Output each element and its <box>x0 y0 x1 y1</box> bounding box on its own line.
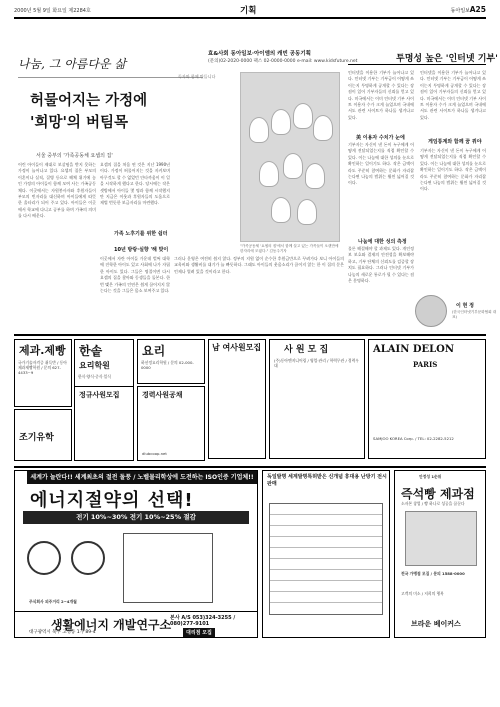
article-body-col3: 이곳에서 자란 아이들 가운데 벌써 대학에 진학한 아이도 있고 사회에 나가 자립한 아이도 있다. 그들은 명절이면 다시 요셉의 집을 찾아와 동생들을 돌본다. 한 번 맺은 가족의 인연은 쉽게 끊어지지 않는다는 것을 그들은 몸소 보여주고 있다. <box>100 256 170 294</box>
badge-icon <box>27 541 61 575</box>
energy-address: 대구광역시 북구 고성동 1가 89-4 <box>29 630 96 635</box>
person-figure <box>293 103 313 129</box>
headline-line-1: 허물어지는 가정에 <box>30 92 148 109</box>
ad-recruit-2[interactable] <box>269 339 365 459</box>
ad-recruit-2-text: (주)동아엔지니어링 / 영업·관리 / 학력무관 / 경력우대 <box>274 358 359 368</box>
ad-career-recruit[interactable] <box>137 386 205 461</box>
bakery-sub: 소자본 창업 / 빵 하나로 성공을 꿈꾼다 <box>401 501 465 506</box>
byline: 서울 중부의 '가족공동체 요셉의 집' <box>36 153 113 159</box>
person-figure <box>305 163 325 189</box>
section-name: 기획 <box>240 6 257 16</box>
ad-bakery-franchise[interactable] <box>394 470 486 638</box>
ad-cooking-text: 한식·양식·중식·일식 <box>78 374 111 379</box>
energy-title: 에너지절약의 선택! <box>30 490 194 511</box>
ad-career-url: dlubcoop.net <box>142 451 167 456</box>
ad-recruit-2-title: 사 원 모 집 <box>284 345 329 355</box>
column-body-col3: 물론 해결해야 할 과제도 있다. 개인정보 보호와 결제의 안전성을 확보해야 하고, 기부 단체의 신뢰도를 검증할 장치도 필요하다. 그러나 인터넷 기부가 나눔의 새로운 통로가 될 수 있다는 점은 분명하다. <box>348 246 414 284</box>
article-subhead-2: 10년 방랑·실향 '해 맞이 <box>114 247 169 253</box>
heater-table <box>269 503 383 615</box>
energy-spec-box <box>123 533 213 603</box>
badge-icon <box>71 541 105 575</box>
article-body-col1: 어린 아이들이 제대로 보살핌을 받지 못하는 가정이 늘어나고 있다. 요셉의 집은 부모의 이혼이나 실직, 질병 등으로 해체 위기에 놓인 가정의 아이들이 함께 모여 사는 가족공동체다. 이곳에서는 자원봉사자와 후원자들이 부모의 빈자리를 대신하며 아이들에게 따뜻한 울타리가 되어 주고 있다. 아이들은 이곳에서 학교에 다니고 공부를 하며 가족의 의미를 다시 배운다. <box>18 162 96 219</box>
bakery-title: 즉석빵 제과점 <box>401 487 475 501</box>
feature-tag: 독자와 함께 만듭니다 <box>178 74 216 79</box>
ad-alain-delon[interactable] <box>368 339 486 459</box>
column-subhead-1: 美 이용자 수치가 눈에 <box>356 135 405 141</box>
person-figure <box>249 117 269 143</box>
person-figure <box>259 161 279 187</box>
ads-mid-rule <box>14 466 486 468</box>
ad-regular-recruit-title: 정규사원모집 <box>79 391 120 399</box>
column-title: 투명성 높은 '인터넷 기부' <box>396 54 498 64</box>
ad-alain-delon-title: ALAIN DELON <box>373 344 455 355</box>
ads-top-rule <box>14 334 486 336</box>
caption-text: "가족공동체 '요셉의 집'에서 함께 살고 있는 가족들이 오랜만에 한자리에 모였다." <box>240 244 339 253</box>
ad-yori-text: 하선정요리학원 / 문의 02-000-0000 <box>141 360 194 370</box>
person-figure <box>297 199 317 225</box>
issue-date: 2000년 5월 9일 화요일 제2284호 <box>14 8 91 14</box>
energy-banner: 세계가 놀란다!! 세계최초의 절전 돌풍 / 노벨물리학상에 도전하는 ISO인증 기업체!! <box>27 471 257 484</box>
energy-footer <box>15 611 257 637</box>
person-figure <box>283 153 303 179</box>
headline <box>30 90 147 134</box>
column-subhead-2: 나눔에 대한 성의 측정 <box>358 239 407 245</box>
column-body-col4: 인터넷을 이용한 기부가 늘어나고 있다. 인터넷 기부는 기부금이 어떻게 쓰이는지 투명하게 공개할 수 있다는 장점이 있어 기부자들의 신뢰를 얻고 있다. 미국에서는 이미 인터넷 기부 사이트 이용자 수가 크게 늘었으며 국내에서도 관련 사이트가 하나둘 생겨나고 있다. <box>420 70 486 120</box>
bakery-footer: 브라운 베이커스 <box>411 620 461 628</box>
photo-credit: 김동주기자 <box>269 249 287 253</box>
column-body-col1: 인터넷을 이용한 기부가 늘어나고 있다. 인터넷 기부는 기부금이 어떻게 쓰이는지 투명하게 공개할 수 있다는 장점이 있어 기부자들의 신뢰를 얻고 있다. 미국에서는 이미 인터넷 기부 사이트 이용자 수가 크게 늘었으며 국내에서도 관련 사이트가 하나둘 생겨나고 있다. <box>348 70 414 120</box>
columnist-role: (한국인터넷기부문화협회 대표) <box>452 310 497 319</box>
ad-heater[interactable] <box>262 470 390 638</box>
ad-bakery-title: 제과.제빵 <box>19 344 66 357</box>
article-body-col2: 요셉의 집을 처음 연 것은 지난 1990년이다. 가정이 허물어지는 것을 지켜보며 아무것도 할 수 없었던 안타까움이 이 일을 시작하게 했다고 한다. 당시에는 작은 셋방에서 아이들 몇 명과 함께 시작했지만 지금은 이웃과 후원자들의 도움으로 제법 번듯한 보금자리를 마련했다. <box>100 162 170 206</box>
header-rule <box>14 17 486 19</box>
ad-alain-delon-text: SAMJOO KOREA Corp. / TEL: 02-2282-5212 <box>373 436 454 441</box>
person-figure <box>313 115 333 141</box>
ad-yori[interactable] <box>137 339 205 384</box>
feature-logo: 나눔, 그 아름다운 삶 <box>18 55 203 78</box>
ad-bakery[interactable] <box>14 339 72 407</box>
series-contact: (문의)02-2020-0000 팩스 02-0000-0000 e-mail: www.kidsfuture.net <box>208 59 358 64</box>
page-header <box>14 4 486 16</box>
ad-study-abroad-title: 조기유학 <box>19 433 54 443</box>
bakery-mascot: 고객의 미소 / 저희의 행복 <box>401 591 444 596</box>
ad-cooking-title: 한솥 <box>79 344 103 358</box>
ad-cooking-sub: 요리학원 <box>79 361 110 370</box>
ad-bakery-text: 국가기술자격증 취득반 / 동아제과제빵학원 / 문의 627-4433~9 <box>18 360 67 375</box>
series-line: 효&사회 동아일보·아이앰의 캐빈 공동기획 <box>208 51 311 57</box>
ad-heater-title: 독일발명 세계발명특허받은 신개념 휴대용 난방기 전시판매 <box>267 474 387 487</box>
person-figure <box>271 197 291 223</box>
column-rule <box>348 64 486 65</box>
article-subhead-1: 가족 노후기를 위한 쉼터 <box>114 231 168 237</box>
person-figure <box>271 109 291 135</box>
ad-career-recruit-title: 경력사원공채 <box>142 391 183 399</box>
bakery-tag: 안정성 1순위 <box>419 474 442 479</box>
ad-yori-title: 요리 <box>142 344 166 358</box>
newspaper-name: 동아일보 <box>450 8 470 14</box>
photo-caption <box>240 244 340 254</box>
energy-recruit: 대리점 모집 <box>183 628 215 637</box>
columnist-name: 이 현 정 <box>456 303 474 309</box>
energy-phone: 본사 A/S 053)324-3255 / 080)277-9101 <box>170 615 236 627</box>
ad-recruit-1[interactable] <box>208 339 266 459</box>
bakery-phone: 전국 가맹점 모집 / 문의 1588-0000 <box>401 571 465 576</box>
columnist-photo <box>415 295 447 327</box>
ad-alain-delon-sub: PARIS <box>413 360 438 369</box>
energy-stats: 전기 10%~30% 전기 10%~25% 절감 <box>23 511 249 524</box>
family-photo <box>240 72 340 242</box>
column-body-col2: 기부자는 자신이 낸 돈이 누구에게 어떻게 전달되었는지를 직접 확인할 수 있다. 이는 나눔에 대한 성의를 눈으로 확인하는 일이기도 하다. 작은 금액이라도 꾸준히 참여하는 문화가 자리잡는다면 나눔의 범위는 훨씬 넓어질 것이다. <box>348 142 414 186</box>
ad-regular-recruit[interactable] <box>74 386 134 461</box>
page-number: A25 <box>469 5 486 14</box>
ad-study-abroad[interactable] <box>14 409 72 461</box>
headline-line-2: '희망'의 버팀목 <box>30 114 128 131</box>
energy-tag: 주식회사 외주거리 2~4개월 <box>29 599 77 604</box>
ad-energy[interactable] <box>14 470 258 638</box>
energy-company: 생활에너지 개발연구소 <box>51 618 172 632</box>
bakery-image <box>405 511 477 566</box>
ad-recruit-1-title: 남 여사원모집 <box>212 343 262 352</box>
column-body-col5: 기부자는 자신이 낸 돈이 누구에게 어떻게 전달되었는지를 직접 확인할 수 있다. 이는 나눔에 대한 성의를 눈으로 확인하는 일이기도 하다. 작은 금액이라도 꾸준히 참여하는 문화가 자리잡는다면 나눔의 범위는 훨씬 넓어질 것이다. <box>420 148 486 192</box>
article-body-col4: 그러나 운영은 여전히 쉽지 않다. 정부의 지원 없이 순수한 후원금만으로 꾸려가다 보니 아이들의 교육비와 생활비를 대기가 늘 빠듯하다. 그래도 아이들의 웃음소리가 끊이지 않는 한 이 집의 문은 언제나 열려 있을 것이라고 한다. <box>174 256 344 274</box>
column-subhead-3: 게임통계와 함께 꿈 꿔야 <box>428 139 482 145</box>
